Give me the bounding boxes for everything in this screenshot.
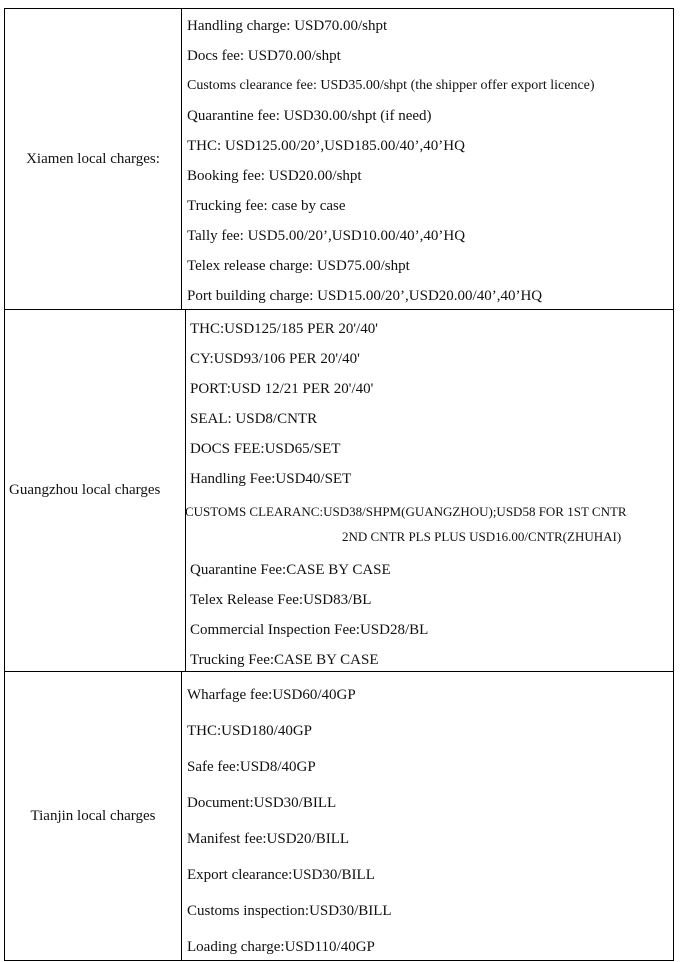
charge-item: THC:USD180/40GP [187, 723, 313, 739]
charge-item: Booking fee: USD20.00/shpt [187, 168, 362, 184]
charge-item: Safe fee:USD8/40GP [187, 759, 316, 775]
charges-list [182, 310, 673, 671]
charge-item: Tally fee: USD5.00/20’,USD10.00/40’,40’HQ [187, 228, 466, 244]
charge-item: Trucking fee: case by case [187, 198, 346, 214]
charge-item: PORT:USD 12/21 PER 20'/40' [190, 381, 374, 397]
charges-list [182, 672, 673, 960]
charge-item: Trucking Fee:CASE BY CASE [190, 652, 379, 668]
charge-item: Handling Fee:USD40/SET [190, 471, 352, 487]
charge-item: CUSTOMS CLEARANC:USD38/SHPM(GUANGZHOU);USD58 FOR 1ST CNTR [185, 504, 627, 519]
section-label: Xiamen local charges: [5, 9, 182, 309]
charge-item: Customs clearance fee: USD35.00/shpt (the shipper offer export licence) [187, 78, 595, 93]
charges-list [182, 9, 673, 309]
charge-item: Document:USD30/BILL [187, 795, 337, 811]
charge-item: Customs inspection:USD30/BILL [187, 903, 392, 919]
charge-item: Telex release charge: USD75.00/shpt [187, 258, 410, 274]
charge-item: Telex Release Fee:USD83/BL [190, 592, 372, 608]
charge-item: THC: USD125.00/20’,USD185.00/40’,40’HQ [187, 138, 465, 154]
charge-item: Export clearance:USD30/BILL [187, 867, 375, 883]
charge-item: Quarantine Fee:CASE BY CASE [190, 562, 391, 578]
charge-item: SEAL: USD8/CNTR [190, 411, 318, 427]
charge-item: Handling charge: USD70.00/shpt [187, 18, 388, 34]
charge-item: Manifest fee:USD20/BILL [187, 831, 350, 847]
charge-item: Wharfage fee:USD60/40GP [187, 687, 356, 703]
charge-item: Docs fee: USD70.00/shpt [187, 48, 341, 64]
charge-item: Port building charge: USD15.00/20’,USD20.00/40’,40’HQ [187, 288, 543, 304]
tianjin-section [4, 671, 674, 961]
charge-item: Commercial Inspection Fee:USD28/BL [190, 622, 429, 638]
charge-item: Quarantine fee: USD30.00/shpt (if need) [187, 108, 432, 124]
section-label: Guangzhou local charges [5, 310, 186, 671]
charge-item-continued: 2ND CNTR PLS PLUS USD16.00/CNTR(ZHUHAI) [342, 529, 622, 544]
charge-item: Loading charge:USD110/40GP [187, 939, 375, 955]
xiamen-section [4, 8, 674, 310]
charge-item: DOCS FEE:USD65/SET [190, 441, 341, 457]
charge-item: THC:USD125/185 PER 20'/40' [190, 321, 378, 337]
guangzhou-section [4, 309, 674, 672]
charge-item: CY:USD93/106 PER 20'/40' [190, 351, 360, 367]
section-label: Tianjin local charges [5, 672, 182, 960]
